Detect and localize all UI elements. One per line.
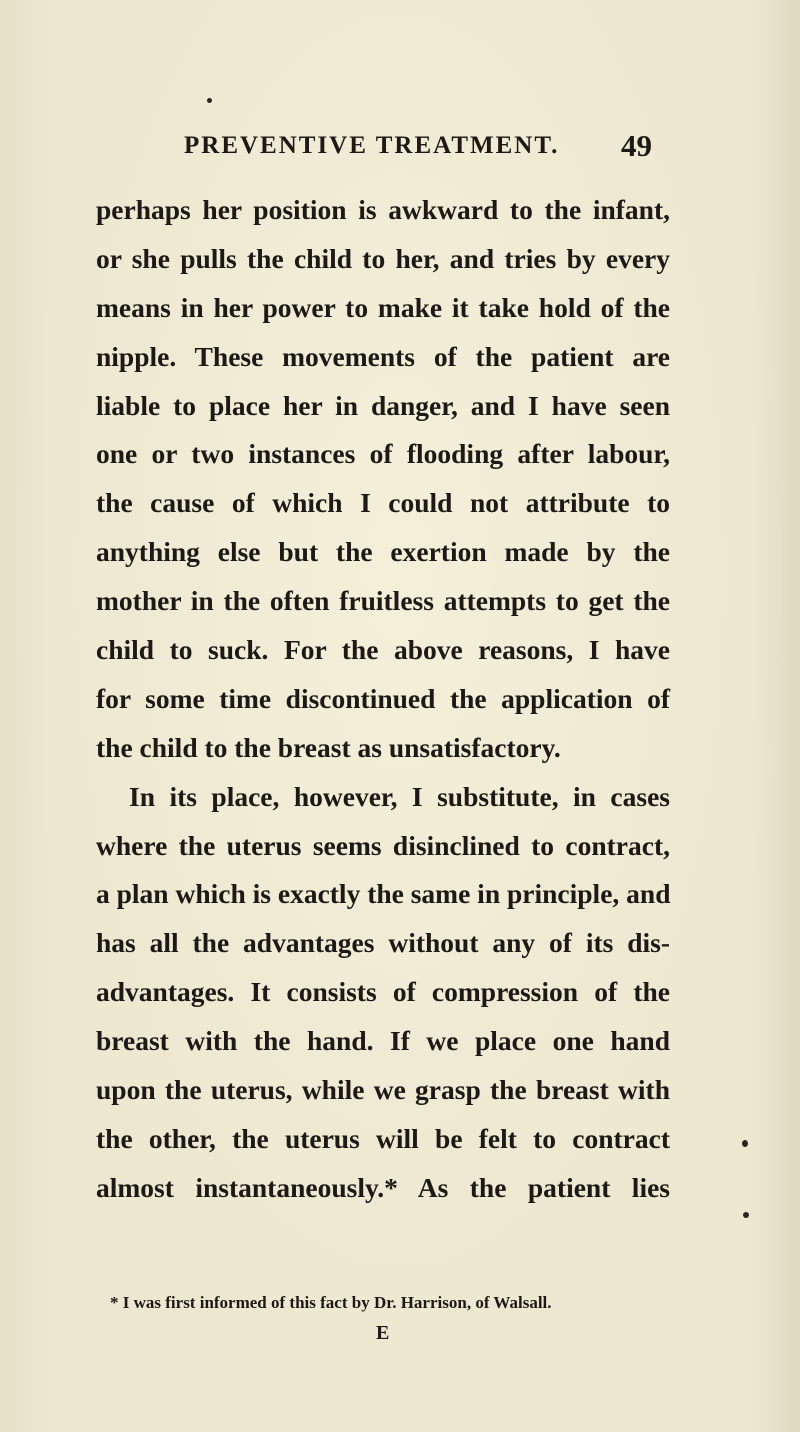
- text-line: advantages. It consists of compression of the: [96, 976, 670, 1008]
- text-line: perhaps her position is awkward to the infant,: [96, 194, 670, 225]
- text-line: means in her power to make it take hold of the: [96, 291, 670, 323]
- text-line: where the uterus seems disinclined to contract,: [96, 829, 670, 861]
- footnote: * I was first informed of this fact by Dr. Harrison, of Walsall.: [110, 1293, 552, 1312]
- text-line: nipple. These movements of the patient are: [96, 340, 670, 372]
- text-line: anything else but the exertion made by the: [96, 536, 670, 568]
- text-line: the other, the uterus will be felt to contract: [96, 1122, 670, 1154]
- text-line: child to suck. For the above reasons, I have: [96, 634, 670, 666]
- page-number: 49: [621, 128, 652, 163]
- running-head: [100, 128, 660, 168]
- text-line: has all the advantages without any of its dis-: [96, 927, 670, 959]
- text-line: a plan which is exactly the same in principle, and: [96, 878, 671, 910]
- signature-mark: E: [376, 1322, 390, 1344]
- text-line: the cause of which I could not attribute to: [96, 487, 670, 519]
- ink-speck: [207, 98, 212, 103]
- body-text: [96, 186, 670, 1213]
- running-head-title: PREVENTIVE TREATMENT.: [184, 132, 560, 159]
- text-line: or she pulls the child to her, and tries by every: [96, 242, 670, 274]
- paragraph-last-line: the child to the breast as unsatisfactory.: [96, 731, 561, 763]
- ink-speck: [743, 1212, 749, 1218]
- text-line: mother in the often fruitless attempts to get the: [96, 585, 670, 617]
- text-line: upon the uterus, while we grasp the breast with: [96, 1074, 670, 1106]
- text-line: one or two instances of flooding after labour,: [96, 438, 670, 470]
- text-line: almost instantaneously.* As the patient lies: [96, 1171, 670, 1203]
- text-line: for some time discontinued the application of: [96, 682, 670, 714]
- text-line: breast with the hand. If we place one hand: [96, 1025, 670, 1057]
- text-line: liable to place her in danger, and I have seen: [96, 389, 670, 421]
- paragraph-first-line: In its place, however, I substitute, in cases: [129, 780, 670, 812]
- ink-speck: [742, 1140, 748, 1147]
